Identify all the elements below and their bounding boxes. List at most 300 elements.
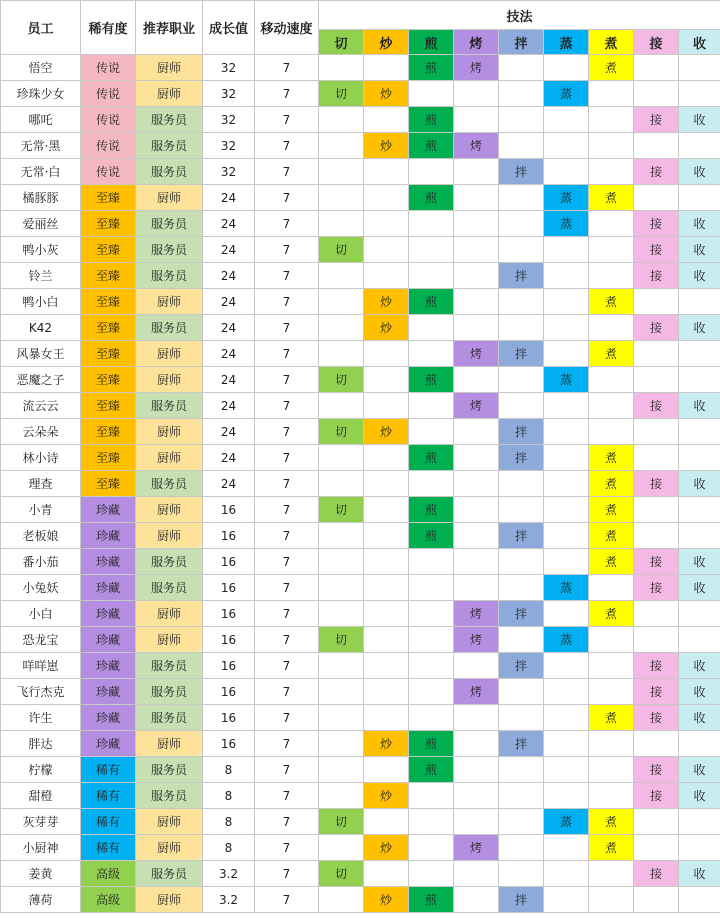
skill-cell-collect — [679, 341, 720, 367]
job-cell: 厨师 — [136, 445, 203, 471]
skill-cell-steam: 蒸 — [544, 211, 589, 237]
skill-cell-boil — [589, 861, 634, 887]
table-row — [1, 211, 720, 237]
skill-cell-boil — [589, 107, 634, 133]
skill-cell-roast — [454, 471, 499, 497]
job-cell: 服务员 — [136, 133, 203, 159]
skill-cell-mix: 拌 — [499, 263, 544, 289]
speed-cell: 7 — [255, 107, 319, 133]
job-cell: 服务员 — [136, 471, 203, 497]
table-row — [1, 575, 720, 601]
skill-cell-stir — [364, 549, 409, 575]
growth-cell: 24 — [203, 419, 255, 445]
skill-cell-receive: 接 — [634, 705, 679, 731]
growth-cell: 24 — [203, 341, 255, 367]
table-row — [1, 159, 720, 185]
table-row — [1, 315, 720, 341]
speed-cell: 7 — [255, 679, 319, 705]
skill-cell-receive — [634, 809, 679, 835]
rarity-cell: 至臻 — [81, 289, 136, 315]
skill-cell-cut — [319, 731, 364, 757]
employee-name-cell: 鸭小白 — [1, 289, 81, 315]
skill-cell-roast: 烤 — [454, 341, 499, 367]
table-row — [1, 107, 720, 133]
skill-cell-fry: 煎 — [409, 731, 454, 757]
skill-cell-stir — [364, 445, 409, 471]
job-cell: 厨师 — [136, 419, 203, 445]
skill-cell-collect — [679, 133, 720, 159]
skill-cell-collect — [679, 627, 720, 653]
skill-cell-collect — [679, 81, 720, 107]
skill-cell-receive: 接 — [634, 237, 679, 263]
skill-header-steam: 蒸 — [544, 30, 589, 55]
speed-cell: 7 — [255, 731, 319, 757]
speed-cell: 7 — [255, 367, 319, 393]
skill-cell-mix — [499, 575, 544, 601]
speed-cell: 7 — [255, 445, 319, 471]
skill-cell-stir — [364, 575, 409, 601]
skill-cell-mix — [499, 471, 544, 497]
skill-cell-fry: 煎 — [409, 185, 454, 211]
employee-name-cell: 老板娘 — [1, 523, 81, 549]
skill-cell-stir: 炒 — [364, 81, 409, 107]
skill-cell-fry — [409, 81, 454, 107]
skill-cell-stir — [364, 679, 409, 705]
table-row — [1, 237, 720, 263]
employee-header: 员工 — [1, 1, 81, 55]
employee-name-cell: 风暴女王 — [1, 341, 81, 367]
job-header: 推荐职业 — [136, 1, 203, 55]
growth-cell: 16 — [203, 705, 255, 731]
rarity-cell: 传说 — [81, 55, 136, 81]
rarity-cell: 珍藏 — [81, 679, 136, 705]
job-cell: 厨师 — [136, 185, 203, 211]
skill-cell-mix: 拌 — [499, 159, 544, 185]
skill-cell-stir: 炒 — [364, 419, 409, 445]
skill-cell-roast — [454, 809, 499, 835]
skill-cell-roast — [454, 653, 499, 679]
skill-cell-cut: 切 — [319, 497, 364, 523]
skill-cell-boil — [589, 887, 634, 913]
skill-cell-fry: 煎 — [409, 107, 454, 133]
skill-cell-stir — [364, 757, 409, 783]
skill-cell-receive: 接 — [634, 861, 679, 887]
table-row — [1, 445, 720, 471]
skill-cell-stir: 炒 — [364, 783, 409, 809]
skill-cell-collect: 收 — [679, 575, 720, 601]
job-cell: 厨师 — [136, 601, 203, 627]
skills-header: 技法 — [319, 1, 720, 30]
skill-cell-roast — [454, 81, 499, 107]
table-row — [1, 55, 720, 81]
skill-cell-mix: 拌 — [499, 887, 544, 913]
skill-cell-steam — [544, 341, 589, 367]
skill-cell-collect — [679, 289, 720, 315]
skill-cell-fry — [409, 211, 454, 237]
growth-cell: 32 — [203, 107, 255, 133]
skill-cell-roast: 烤 — [454, 627, 499, 653]
skill-cell-cut: 切 — [319, 809, 364, 835]
speed-cell: 7 — [255, 705, 319, 731]
skill-cell-fry: 煎 — [409, 523, 454, 549]
employee-name-cell: 爱丽丝 — [1, 211, 81, 237]
skill-cell-fry: 煎 — [409, 887, 454, 913]
skill-cell-boil: 煮 — [589, 55, 634, 81]
skill-cell-roast — [454, 575, 499, 601]
skill-cell-receive: 接 — [634, 757, 679, 783]
skill-header-mix: 拌 — [499, 30, 544, 55]
skill-cell-mix: 拌 — [499, 731, 544, 757]
skill-cell-steam — [544, 861, 589, 887]
speed-cell: 7 — [255, 133, 319, 159]
skill-cell-fry: 煎 — [409, 445, 454, 471]
job-cell: 服务员 — [136, 549, 203, 575]
skill-cell-cut: 切 — [319, 367, 364, 393]
skill-cell-collect: 收 — [679, 107, 720, 133]
table-row — [1, 289, 720, 315]
job-cell: 服务员 — [136, 263, 203, 289]
skill-cell-roast — [454, 549, 499, 575]
employee-name-cell: 哪吒 — [1, 107, 81, 133]
growth-cell: 32 — [203, 81, 255, 107]
rarity-cell: 至臻 — [81, 237, 136, 263]
skill-cell-collect — [679, 835, 720, 861]
skill-cell-collect: 收 — [679, 861, 720, 887]
employee-name-cell: 云朵朵 — [1, 419, 81, 445]
table-row — [1, 835, 720, 861]
skill-cell-steam — [544, 471, 589, 497]
skill-cell-mix — [499, 861, 544, 887]
table-row — [1, 861, 720, 887]
skill-cell-cut — [319, 211, 364, 237]
skill-cell-cut — [319, 263, 364, 289]
employee-name-cell: 理查 — [1, 471, 81, 497]
skill-cell-collect — [679, 497, 720, 523]
skill-cell-boil — [589, 133, 634, 159]
skill-cell-cut — [319, 601, 364, 627]
skill-cell-mix — [499, 133, 544, 159]
growth-cell: 24 — [203, 263, 255, 289]
skill-cell-receive: 接 — [634, 107, 679, 133]
skill-cell-mix — [499, 835, 544, 861]
skill-cell-roast — [454, 263, 499, 289]
growth-cell: 16 — [203, 627, 255, 653]
employee-name-cell: 小兔妖 — [1, 575, 81, 601]
skill-cell-fry — [409, 393, 454, 419]
skill-cell-receive — [634, 185, 679, 211]
skill-header-receive: 接 — [634, 30, 679, 55]
skill-cell-mix: 拌 — [499, 445, 544, 471]
skill-cell-fry — [409, 601, 454, 627]
skill-cell-fry — [409, 575, 454, 601]
skill-cell-receive — [634, 81, 679, 107]
growth-cell: 16 — [203, 549, 255, 575]
skill-cell-steam: 蒸 — [544, 81, 589, 107]
table-row — [1, 757, 720, 783]
employee-name-cell: 无常·黑 — [1, 133, 81, 159]
job-cell: 服务员 — [136, 679, 203, 705]
skill-cell-fry — [409, 263, 454, 289]
rarity-cell: 珍藏 — [81, 549, 136, 575]
speed-cell: 7 — [255, 81, 319, 107]
table-row — [1, 653, 720, 679]
skill-cell-roast — [454, 861, 499, 887]
skill-cell-steam — [544, 783, 589, 809]
rarity-cell: 至臻 — [81, 419, 136, 445]
skill-cell-stir — [364, 185, 409, 211]
speed-cell: 7 — [255, 341, 319, 367]
skill-cell-boil — [589, 627, 634, 653]
skill-cell-mix: 拌 — [499, 341, 544, 367]
job-cell: 服务员 — [136, 783, 203, 809]
skill-cell-mix — [499, 55, 544, 81]
skill-cell-boil — [589, 757, 634, 783]
skill-cell-cut: 切 — [319, 419, 364, 445]
job-cell: 厨师 — [136, 887, 203, 913]
growth-cell: 24 — [203, 367, 255, 393]
skill-cell-boil — [589, 575, 634, 601]
speed-cell: 7 — [255, 211, 319, 237]
table-row — [1, 341, 720, 367]
skill-cell-boil — [589, 263, 634, 289]
skill-cell-boil: 煮 — [589, 471, 634, 497]
skill-cell-receive: 接 — [634, 653, 679, 679]
skill-cell-collect — [679, 601, 720, 627]
skill-cell-boil: 煮 — [589, 497, 634, 523]
skill-cell-collect: 收 — [679, 211, 720, 237]
table-row — [1, 81, 720, 107]
skill-cell-fry — [409, 835, 454, 861]
skill-cell-roast — [454, 367, 499, 393]
table-row — [1, 731, 720, 757]
job-cell: 厨师 — [136, 55, 203, 81]
skill-cell-stir: 炒 — [364, 315, 409, 341]
skill-cell-cut: 切 — [319, 237, 364, 263]
skill-cell-collect: 收 — [679, 705, 720, 731]
employee-name-cell: 悟空 — [1, 55, 81, 81]
skill-cell-mix — [499, 211, 544, 237]
growth-cell: 24 — [203, 237, 255, 263]
rarity-cell: 珍藏 — [81, 705, 136, 731]
speed-cell: 7 — [255, 393, 319, 419]
job-cell: 厨师 — [136, 523, 203, 549]
speed-cell: 7 — [255, 809, 319, 835]
skill-cell-mix: 拌 — [499, 601, 544, 627]
table-row — [1, 627, 720, 653]
job-cell: 服务员 — [136, 237, 203, 263]
skill-cell-fry — [409, 705, 454, 731]
skill-cell-boil: 煮 — [589, 809, 634, 835]
job-cell: 厨师 — [136, 809, 203, 835]
table-row — [1, 393, 720, 419]
skill-cell-mix — [499, 809, 544, 835]
speed-cell: 7 — [255, 289, 319, 315]
skill-cell-receive: 接 — [634, 783, 679, 809]
job-cell: 厨师 — [136, 81, 203, 107]
growth-cell: 24 — [203, 289, 255, 315]
skill-cell-cut — [319, 471, 364, 497]
job-cell: 服务员 — [136, 211, 203, 237]
skill-cell-fry: 煎 — [409, 55, 454, 81]
speed-cell: 7 — [255, 263, 319, 289]
employee-name-cell: 甜橙 — [1, 783, 81, 809]
skill-cell-cut: 切 — [319, 81, 364, 107]
rarity-cell: 高级 — [81, 861, 136, 887]
skill-cell-cut — [319, 705, 364, 731]
skill-cell-mix — [499, 81, 544, 107]
speed-cell: 7 — [255, 757, 319, 783]
skill-cell-collect: 收 — [679, 757, 720, 783]
speed-cell: 7 — [255, 315, 319, 341]
growth-cell: 16 — [203, 523, 255, 549]
skill-header-roast: 烤 — [454, 30, 499, 55]
skill-cell-boil: 煮 — [589, 601, 634, 627]
skill-cell-collect — [679, 809, 720, 835]
skill-cell-receive: 接 — [634, 159, 679, 185]
skill-cell-boil — [589, 653, 634, 679]
table-row — [1, 523, 720, 549]
job-cell: 服务员 — [136, 653, 203, 679]
skill-cell-boil: 煮 — [589, 835, 634, 861]
skill-cell-boil — [589, 783, 634, 809]
skill-cell-receive: 接 — [634, 679, 679, 705]
speed-cell: 7 — [255, 653, 319, 679]
table-row — [1, 263, 720, 289]
table-row — [1, 185, 720, 211]
speed-cell: 7 — [255, 237, 319, 263]
skill-cell-steam — [544, 549, 589, 575]
rarity-cell: 传说 — [81, 159, 136, 185]
skill-cell-roast — [454, 783, 499, 809]
skill-cell-boil: 煮 — [589, 341, 634, 367]
skill-cell-collect — [679, 731, 720, 757]
skill-cell-fry — [409, 237, 454, 263]
skill-cell-mix — [499, 315, 544, 341]
skill-cell-stir — [364, 627, 409, 653]
skill-cell-fry — [409, 861, 454, 887]
growth-cell: 24 — [203, 315, 255, 341]
skill-header-boil: 煮 — [589, 30, 634, 55]
employee-name-cell: 流云云 — [1, 393, 81, 419]
skill-cell-receive — [634, 497, 679, 523]
skill-cell-mix — [499, 757, 544, 783]
skill-cell-boil — [589, 393, 634, 419]
employee-name-cell: 姜黄 — [1, 861, 81, 887]
skill-cell-fry: 煎 — [409, 133, 454, 159]
skill-cell-mix — [499, 497, 544, 523]
skill-cell-mix: 拌 — [499, 653, 544, 679]
skill-cell-roast — [454, 445, 499, 471]
skill-cell-fry: 煎 — [409, 367, 454, 393]
skill-cell-mix — [499, 107, 544, 133]
growth-cell: 24 — [203, 185, 255, 211]
skill-cell-receive — [634, 887, 679, 913]
skill-cell-cut — [319, 653, 364, 679]
skill-cell-fry: 煎 — [409, 757, 454, 783]
skill-cell-boil: 煮 — [589, 549, 634, 575]
skill-cell-steam — [544, 653, 589, 679]
employee-name-cell: 飞行杰克 — [1, 679, 81, 705]
speed-cell: 7 — [255, 159, 319, 185]
skill-cell-collect — [679, 887, 720, 913]
rarity-cell: 至臻 — [81, 315, 136, 341]
skill-cell-roast: 烤 — [454, 133, 499, 159]
employee-name-cell: 橘豚豚 — [1, 185, 81, 211]
skill-cell-steam: 蒸 — [544, 185, 589, 211]
growth-cell: 16 — [203, 601, 255, 627]
rarity-cell: 至臻 — [81, 367, 136, 393]
job-cell: 厨师 — [136, 627, 203, 653]
table-row — [1, 887, 720, 913]
speed-cell: 7 — [255, 55, 319, 81]
skill-cell-cut — [319, 783, 364, 809]
growth-cell: 3.2 — [203, 887, 255, 913]
rarity-cell: 珍藏 — [81, 575, 136, 601]
job-cell: 厨师 — [136, 289, 203, 315]
skill-cell-roast — [454, 159, 499, 185]
skill-header-cut: 切 — [319, 30, 364, 55]
header-row-main — [1, 1, 720, 30]
skill-cell-fry — [409, 653, 454, 679]
skill-cell-mix — [499, 705, 544, 731]
skill-cell-roast: 烤 — [454, 679, 499, 705]
employee-name-cell: 无常·白 — [1, 159, 81, 185]
rarity-cell: 珍藏 — [81, 627, 136, 653]
skill-cell-stir — [364, 705, 409, 731]
employee-name-cell: 番小茄 — [1, 549, 81, 575]
skill-cell-receive: 接 — [634, 393, 679, 419]
skill-cell-steam — [544, 159, 589, 185]
speed-header: 移动速度 — [255, 1, 319, 55]
skill-cell-roast — [454, 185, 499, 211]
skill-cell-boil — [589, 367, 634, 393]
skill-cell-stir — [364, 497, 409, 523]
skill-cell-boil: 煮 — [589, 445, 634, 471]
skill-cell-cut — [319, 315, 364, 341]
skill-cell-cut — [319, 393, 364, 419]
employee-name-cell: 胖达 — [1, 731, 81, 757]
job-cell: 厨师 — [136, 497, 203, 523]
skill-cell-roast — [454, 705, 499, 731]
skill-header-fry: 煎 — [409, 30, 454, 55]
table-row — [1, 419, 720, 445]
job-cell: 服务员 — [136, 107, 203, 133]
skill-cell-collect: 收 — [679, 159, 720, 185]
job-cell: 厨师 — [136, 341, 203, 367]
growth-cell: 24 — [203, 393, 255, 419]
skill-header-stir: 炒 — [364, 30, 409, 55]
skill-cell-mix — [499, 367, 544, 393]
rarity-cell: 稀有 — [81, 783, 136, 809]
skill-cell-receive: 接 — [634, 575, 679, 601]
speed-cell: 7 — [255, 419, 319, 445]
speed-cell: 7 — [255, 783, 319, 809]
skill-cell-stir: 炒 — [364, 289, 409, 315]
skill-cell-collect: 收 — [679, 679, 720, 705]
skill-cell-mix: 拌 — [499, 419, 544, 445]
skill-cell-boil: 煮 — [589, 185, 634, 211]
rarity-cell: 至臻 — [81, 471, 136, 497]
skill-cell-roast — [454, 757, 499, 783]
rarity-cell: 稀有 — [81, 809, 136, 835]
skill-cell-boil — [589, 731, 634, 757]
speed-cell: 7 — [255, 601, 319, 627]
skill-cell-receive: 接 — [634, 471, 679, 497]
skill-cell-roast — [454, 237, 499, 263]
skill-cell-steam — [544, 237, 589, 263]
rarity-cell: 高级 — [81, 887, 136, 913]
skill-cell-boil: 煮 — [589, 705, 634, 731]
